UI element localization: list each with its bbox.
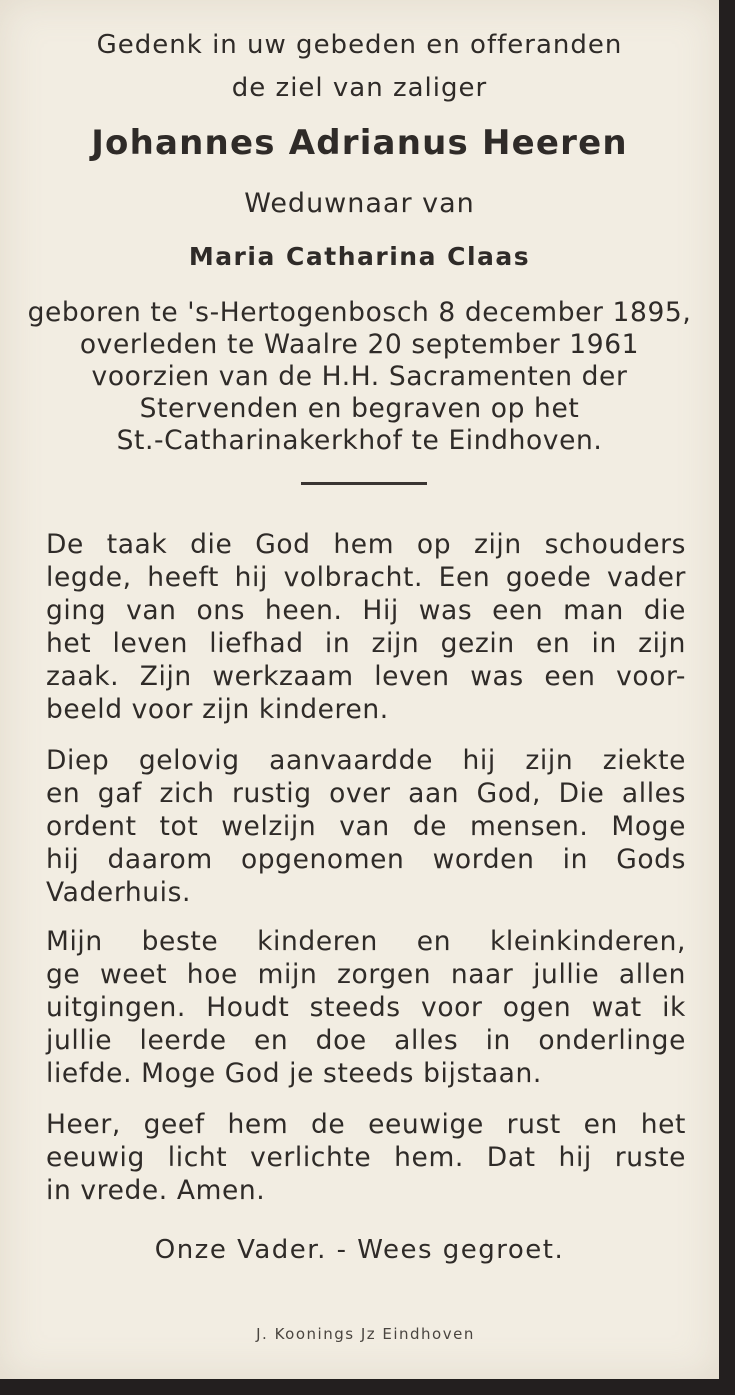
paragraph-2-line-2: en gaf zich rustig over aan God, Die alles bbox=[46, 778, 686, 809]
closing-prayer: Onze Vader. - Wees gegroet. bbox=[154, 1235, 565, 1265]
paragraph-3-line-2: ge weet hoe mijn zorgen naar jullie allen bbox=[46, 959, 686, 990]
spouse-name: Maria Catharina Claas bbox=[188, 242, 531, 271]
deceased-name: Johannes Adrianus Heeren bbox=[91, 123, 628, 163]
paragraph-1-line-3: ging van ons heen. Hij was een man die bbox=[46, 595, 686, 626]
paragraph-3-line-4: jullie leerde en doe alles in onderlinge bbox=[46, 1025, 686, 1056]
divider-rule bbox=[301, 482, 427, 485]
paragraph-1-line-4: het leven liefhad in zijn gezin en in zijn bbox=[46, 628, 686, 659]
paragraph-3-line-5: liefde. Moge God je steeds bijstaan. bbox=[46, 1058, 542, 1089]
paragraph-3-line-3: uitgingen. Houdt steeds voor ogen wat ik bbox=[46, 992, 686, 1023]
bio-line-3: voorzien van de H.H. Sacramenten der bbox=[91, 361, 628, 392]
paragraph-4-line-3: in vrede. Amen. bbox=[46, 1175, 266, 1206]
card-shadow-right bbox=[719, 0, 735, 1395]
printer-credit: J. Koonings Jz Eindhoven bbox=[256, 1325, 475, 1343]
paragraph-1-line-2: legde, heeft hij volbracht. Een goede vader bbox=[46, 562, 686, 593]
bio-line-4: Stervenden en begraven op het bbox=[139, 393, 580, 424]
paragraph-2-line-1: Diep gelovig aanvaardde hij zijn ziekte bbox=[46, 745, 686, 776]
relation-label: Weduwnaar van bbox=[244, 188, 475, 219]
paragraph-2-line-5: Vaderhuis. bbox=[46, 877, 192, 908]
paragraph-4-line-1: Heer, geef hem de eeuwige rust en het bbox=[46, 1109, 686, 1140]
paragraph-2-line-3: ordent tot welzijn van de mensen. Moge bbox=[46, 811, 686, 842]
paragraph-1-line-6: beeld voor zijn kinderen. bbox=[46, 694, 389, 725]
header-line-1: Gedenk in uw gebeden en offeranden bbox=[96, 30, 623, 60]
paragraph-3-line-1: Mijn beste kinderen en kleinkinderen, bbox=[46, 926, 686, 957]
paragraph-2-line-4: hij daarom opgenomen worden in Gods bbox=[46, 844, 686, 875]
paragraph-1-line-1: De taak die God hem op zijn schouders bbox=[46, 529, 686, 560]
paragraph-1-line-5: zaak. Zijn werkzaam leven was een voor- bbox=[46, 661, 686, 692]
bio-line-5: St.-Catharinakerkhof te Eindhoven. bbox=[116, 425, 603, 456]
bio-line-1: geboren te 's-Hertogenbosch 8 december 1895, bbox=[27, 297, 692, 328]
card-shadow-bottom bbox=[0, 1379, 735, 1395]
header-line-2: de ziel van zaliger bbox=[231, 73, 488, 103]
paragraph-4-line-2: eeuwig licht verlichte hem. Dat hij ruste bbox=[46, 1142, 686, 1173]
bio-line-2: overleden te Waalre 20 september 1961 bbox=[79, 329, 640, 360]
